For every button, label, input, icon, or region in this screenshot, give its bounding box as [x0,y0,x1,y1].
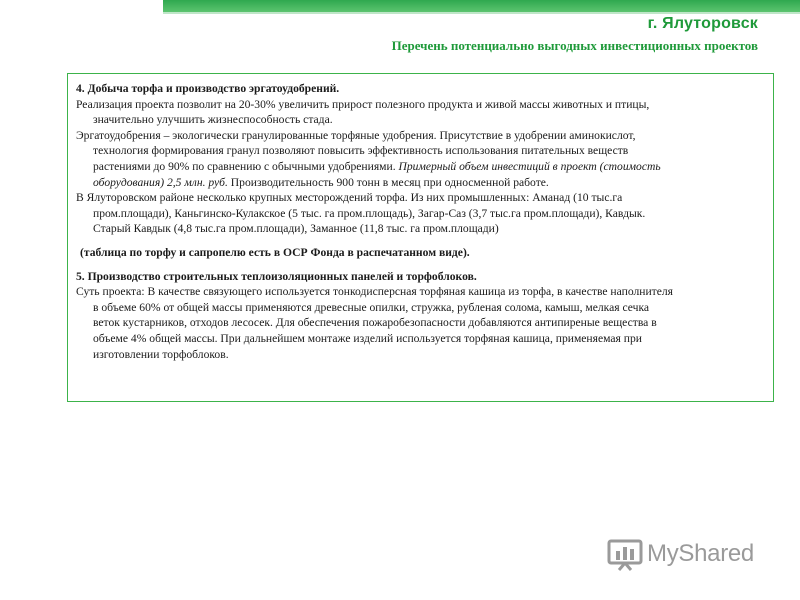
section-4-para3-line3: Старый Кавдык (4,8 тыс.га пром.площади), Заманное (11,8 тыс. га пром.площади) [93,222,499,236]
section-4-para3-line2: пром.площади), Каньгинско-Кулакское (5 тыс. га пром.площадь), Загар-Саз (3,7 тыс.га пром.площади), Кавдык. [93,206,646,220]
top-bar-left [0,0,165,14]
section-5-line1: Суть проекта: В качестве связующего используется тонкодисперсная торфяная кашица из торфа, в качестве наполнителя [76,285,674,299]
para2-line3-plain: растениями до 90% по сравнению с обычными удобрениями. [93,159,399,173]
watermark-text: MyShared [647,540,754,567]
section-5-line2: в объеме 60% от общей массы применяются древесные опилки, стружка, рубленая солома, камыш, мелкая сечка [93,300,650,314]
section-4-para2-line3 [76,159,765,175]
chart-presentation-icon [607,537,643,571]
section-4-para3-line1: В Ялуторовском районе несколько крупных месторождений торфа. Из них промышленных: Аманад (10 тыс.га [76,191,623,205]
slide-subtitle: Перечень потенциально выгодных инвестиционных проектов [391,38,758,53]
myshared-watermark [607,536,767,572]
section-5-heading: 5. Производство строительных теплоизоляционных панелей и торфоблоков. [76,269,477,283]
section-4-para2-line1: Эргатоудобрения – экологически гранулированные торфяные удобрения. Присутствие в удобрении аминокислот, [76,128,636,142]
section-4-heading: 4. Добыча торфа и производство эргатоудобрений. [76,82,340,95]
investment-text-end: оборудования) 2,5 млн. руб. [93,175,228,189]
spacer [76,237,765,245]
city-title: г. Ялуторовск [647,15,758,32]
content-box [67,73,774,402]
spacer [76,261,765,269]
investment-text-start: Примерный объем инвестиций в проект (стоимость [398,159,661,173]
section-4-para1-line2: значительно улучшить жизнеспособность стада. [93,113,333,127]
section-4-para2-line2: технология формирования гранул позволяют повысить эффективность использования питательных веществ [93,144,629,158]
section-4-para2-line4 [76,175,765,191]
section-5-line3: веток кустарников, отходов лесосек. Для обеспечения пожаробезопасности добавляются антипиреные вещества в [93,316,657,330]
top-green-bar [163,0,800,14]
section-5-line4: объеме 4% общей массы. При дальнейшем монтаже изделий используется торфяная кашица, применяемая при [93,331,642,345]
productivity-text: Производительность 900 тонн в месяц при односменной работе. [227,175,549,189]
section-5-line5: изготовлении торфоблоков. [93,347,229,361]
section-4-note: (таблица по торфу и сапропелю есть в ОСР Фонда в распечатанном виде). [80,245,470,259]
section-4-para1-line1: Реализация проекта позволит на 20-30% увеличить прирост полезного продукта и живой массы животных и птицы, [76,97,650,111]
